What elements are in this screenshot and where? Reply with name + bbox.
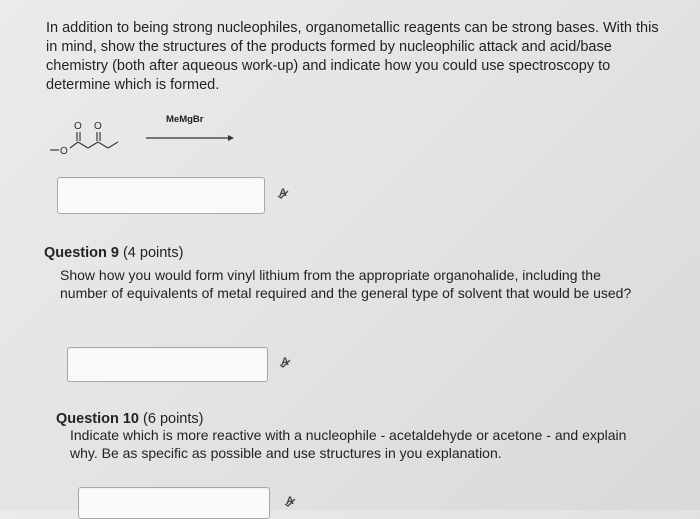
question-9-title: Question 9 (4 points) <box>44 245 184 261</box>
question-9-prompt: Show how you would form vinyl lithium from the appropriate organohalide, including the number of equivalents of metal required and the general type of solvent that would be used? <box>60 267 632 301</box>
question-10-title: Question 10 (6 points) <box>56 411 204 427</box>
carbonyl-oxygen-label-1: O <box>74 121 82 132</box>
spell-check-icon[interactable]: A <box>286 495 294 507</box>
carbonyl-oxygen-label-2: O <box>94 121 102 132</box>
answer-input-question-10[interactable] <box>78 487 270 519</box>
ether-oxygen-label: O <box>60 146 68 157</box>
question-intro-text: In addition to being strong nucleophiles, organometallic reagents can be strong bases. With this in mind, show the structures of the products formed by nucleophilic attack and acid/base chemistry (both after aqueous work-up) and indicate how you could use spectroscopy to determine which is formed. <box>46 20 659 93</box>
answer-input-question-9[interactable] <box>67 347 268 382</box>
reaction-arrow <box>146 134 234 142</box>
question-10-prompt: Indicate which is more reactive with a nucleophile - acetaldehyde or acetone - and explain why. Be as specific as possible and use structures in you explanation. <box>70 427 627 461</box>
answer-input-intro[interactable] <box>57 177 265 214</box>
spell-check-icon[interactable]: A <box>279 187 287 199</box>
spell-check-icon[interactable]: A <box>281 356 289 368</box>
reagent-label: MeMgBr <box>166 114 204 125</box>
